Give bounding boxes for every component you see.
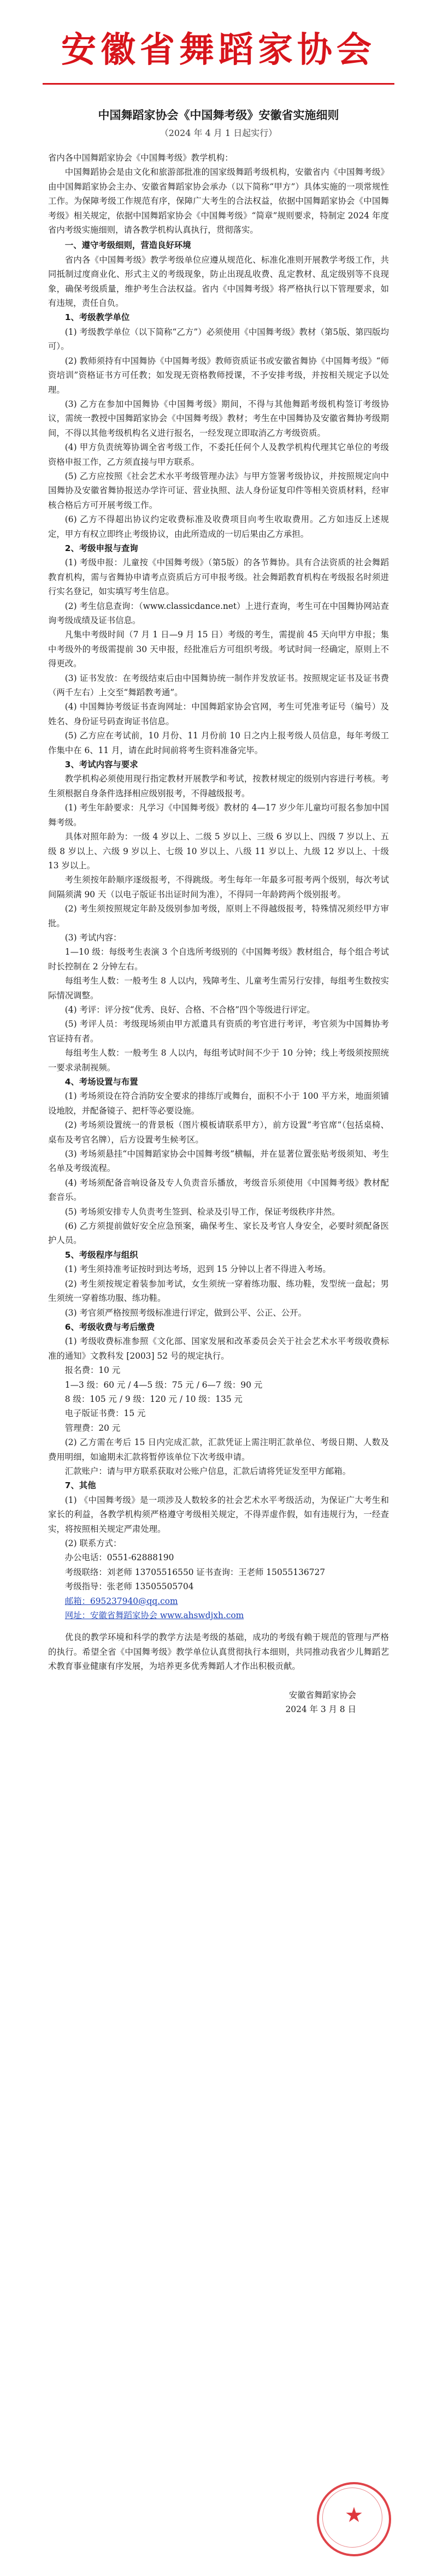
subsection-heading: 2、考级申报与查询 xyxy=(64,543,138,553)
paragraph: (3) 证书发放：在考级结束后由中国舞协统一制作并发放证书。按照规定证书及证书费（两千左右）上交至“舞蹈教考通”。 xyxy=(48,673,389,698)
email-link[interactable]: 邮箱：695237940@qq.com xyxy=(64,1596,178,1606)
seal-star-icon: ★ xyxy=(344,2503,364,2527)
contact-website xyxy=(48,1608,389,1622)
paragraph: (5) 乙方应按照《社会艺术水平考级管理办法》与甲方签署考级协议，并按照规定向中国舞协及安徽省舞协报送办学许可证、营业执照、法人身份证复印件等相关资质材料，经审核合格后方可开展考级工作。 xyxy=(48,471,389,510)
paragraph: (1) 考级申报：儿童按《中国舞考级》（第5版）的各节舞协。具有合法资质的社会舞蹈教育机构，需与省舞协申请考点资质后方可申报考级。社会舞蹈教育机构在考级报名时须进行实名登记，如实填写考生信息。 xyxy=(48,558,389,597)
fee-line: 报名费：10 元 xyxy=(64,1365,121,1376)
fee-line: 电子版证书费：15 元 xyxy=(64,1408,146,1419)
contact-staff: 考级联络：刘老师 13705516550 证书查询：王老师 15055136727 xyxy=(64,1567,326,1577)
paragraph: (2) 教师须持有中国舞协《中国舞考级》教师资质证书或安徽省舞协《中国舞考级》“师资培训”资格证书方可任教；如发现无资格教师授课，不予安排考级，并按相关规定予以处理。 xyxy=(48,356,389,395)
paragraph: 教学机构必须使用现行指定教材开展教学和考试，按教材规定的级别内容进行考核。考生须根据自身条件选择相应级别报考，不得越级报考。 xyxy=(48,774,389,798)
paragraph: (2) 考生信息查询：（www.classicdance.net）上进行查询，考生可在中国舞协网站查询考级成绩及证书信息。 xyxy=(48,601,389,625)
paragraph: (1) 考生须持准考证按时到达考场，迟到 15 分钟以上者不得进入考场。 xyxy=(64,1264,331,1275)
paragraph: (1) 考场须设在符合消防安全要求的排练厅或舞台，面积不小于 100 平方米，地面须铺设地胶，并配备镜子、把杆等必要设施。 xyxy=(48,1091,389,1116)
paragraph: (2) 乙方需在考后 15 日内完成汇款，汇款凭证上需注明汇款单位、考级日期、人数及费用明细，如逾期未汇款将暂停该单位下次考级申请。 xyxy=(48,1437,389,1462)
subsection-heading: 1、考级教学单位 xyxy=(64,312,130,323)
section-heading: 一、遵守考级细则，营造良好环境 xyxy=(64,240,191,251)
paragraph: (1) 《中国舞考级》是一项涉及人数较多的社会艺术水平考级活动，为保证广大考生和家长的利益，各教学机构须严格遵守考级相关规定，不得弄虚作假，如有违规行为，一经查实，将按照相关规定严肃处理。 xyxy=(48,1495,389,1534)
letterhead xyxy=(0,0,437,93)
paragraph: (3) 考场须悬挂“中国舞蹈家协会中国舞考级”横幅，并在显著位置张贴考级须知、考生名单及考级流程。 xyxy=(48,1149,389,1174)
paragraph: (5) 考场须安排专人负责考生签到、检录及引导工作，保证考级秩序井然。 xyxy=(64,1206,340,1217)
paragraph: 每组考生人数：一般考生 8 人以内，残障考生、儿童考生需另行安排，每组考生数按实际情况调整。 xyxy=(48,976,389,1000)
paragraph: (4) 考评：评分按“优秀、良好、合格、不合格”四个等级进行评定。 xyxy=(64,1004,315,1015)
document-date: （2024 年 4 月 1 日起实行） xyxy=(160,128,277,138)
official-seal-icon xyxy=(317,2482,391,2556)
subsection-heading: 3、考试内容与要求 xyxy=(64,760,138,770)
paragraph: (3) 考官须严格按照考级标准进行评定，做到公平、公正、公开。 xyxy=(64,1307,307,1318)
paragraph: (6) 乙方须提前做好安全应急预案，确保考生、家长及考官人身安全，必要时须配备医护人员。 xyxy=(48,1221,389,1246)
subsection-heading: 4、考场设置与布置 xyxy=(64,1077,138,1087)
paragraph: (3) 乙方在参加中国舞协《中国舞考级》期间，不得与其他舞蹈考级机构签订考级协议，需统一教授中国舞蹈家协会《中国舞考级》教材；考生在中国舞协及安徽省舞协考级期间，不得以其他考级机构名义进行报名，一经发现立即取消乙方考级资质。 xyxy=(48,399,389,438)
paragraph: (1) 考级教学单位（以下简称“乙方”）必须使用《中国舞考级》教材（第5版、第四版均可）。 xyxy=(48,327,389,352)
paragraph: (1) 考级收费标准参照《文化部、国家发展和改革委员会关于社会艺术水平考级收费标准的通知》文教科发 [2003] 52 号的规定执行。 xyxy=(48,1336,389,1361)
paragraph: 1—10 级：每级考生表演 3 个自选所考级别的《中国舞考级》教材组合，每个组合考试时长控制在 2 分钟左右。 xyxy=(48,947,389,972)
signature-date: 2024 年 3 月 8 日 xyxy=(285,1704,356,1714)
contact-guidance: 考级指导：张老师 13505505704 xyxy=(64,1582,194,1592)
salutation: 省内各中国舞蹈家协会《中国舞考级》教学机构： xyxy=(48,153,233,163)
contact-email xyxy=(48,1594,389,1608)
paragraph: 凡集中考级时间（7 月 1 日—9 月 15 日）考级的考生，需提前 45 天向甲方申报；集中考级外的考级需提前 30 天申报，经批准后方可组织考级。考试时间一经确定，原则上不得更改。 xyxy=(48,630,389,669)
website-link[interactable]: 网址：安徽省舞蹈家协会 www.ahswdjxh.com xyxy=(64,1610,244,1621)
signature-block xyxy=(48,1688,389,1716)
fee-line: 1—3 级：60 元 / 4—5 级：75 元 / 6—7 级：90 元 xyxy=(64,1379,263,1390)
signature-org: 安徽省舞蹈家协会 xyxy=(288,1690,356,1700)
paragraph: (2) 考场须设置统一的背景板（图片模板请联系甲方），前方设置“考官席”（包括桌椅、桌布及考官名牌），后方设置考生候考区。 xyxy=(48,1120,389,1145)
fee-line: 管理费：20 元 xyxy=(64,1423,121,1433)
paragraph: (2) 联系方式： xyxy=(64,1538,122,1548)
paragraph: 汇款账户：请与甲方联系获取对公账户信息，汇款后请将凭证发至甲方邮箱。 xyxy=(64,1466,351,1476)
paragraph: (4) 中国舞协考级证书查询网址：中国舞蹈家协会官网，考生可凭准考证号（编号）及姓名、身份证号码查询证书信息。 xyxy=(48,702,389,726)
paragraph: (4) 考场须配备音响设备及专人负责音乐播放，考级音乐须使用《中国舞考级》教材配套音乐。 xyxy=(48,1177,389,1203)
paragraph: 每组考生人数：一般考生 8 人以内，每组考试时间不少于 10 分钟；线上考级须按照统一要求录制视频。 xyxy=(48,1048,389,1073)
paragraph: 具体对照年龄为：一级 4 岁以上、二级 5 岁以上、三级 6 岁以上、四级 7 岁以上、五级 8 岁以上、六级 9 岁以上、七级 10 岁以上、八级 11 岁以上、九级 12 岁以上、十级 13 岁以上。 xyxy=(48,832,389,870)
paragraph: 考生须按年龄顺序逐级报考，不得跳级。考生每年一年最多可报考两个级别，每次考试间隔须满 90 天（以电子版证书出证时间为准），不得同一年龄跨两个级别报考。 xyxy=(48,875,389,899)
paragraph: (2) 考生须按规定着装参加考试，女生须统一穿着练功服、练功鞋，发型统一盘起；男生须统一穿着练功服、练功鞋。 xyxy=(48,1278,389,1304)
paragraph: (5) 考评人员：考级现场须由甲方派遣具有资质的考官进行考评，考官须为中国舞协考官证持有者。 xyxy=(48,1019,389,1044)
subsection-heading: 6、考级收费与考后缴费 xyxy=(64,1322,155,1332)
paragraph: (1) 考生年龄要求：凡学习《中国舞考级》教材的 4—17 岁少年儿童均可报名参加中国舞考级。 xyxy=(48,803,389,827)
letterhead-rule xyxy=(43,83,394,85)
contact-phone: 办公电话：0551-62888190 xyxy=(64,1553,174,1563)
letterhead-title: 安徽省舞蹈家协会 xyxy=(61,30,376,70)
paragraph: 省内各《中国舞考级》教学考级单位应遵从规范化、标准化准则开展教学考级工作，共同抵制过度商业化、形式主义的考级现象，防止出现乱收费、乱定教材、乱定级别等不良现象，确保考级质量，维护考生合法权益。省内《中国舞考级》将严格执行以下管理要求，如有违规，责任自负。 xyxy=(48,254,389,309)
closing-paragraph: 优良的教学环境和科学的教学方法是考级的基础，成功的考级有赖于规范的管理与严格的执行。希望全省《中国舞考级》教学单位认真贯彻执行本细则，共同推动我省少儿舞蹈艺术教育事业健康有序发展，为培养更多优秀舞蹈人才作出积极贡献。 xyxy=(48,1632,389,1672)
document-body xyxy=(48,151,389,1716)
document-title: 中国舞蹈家协会《中国舞考级》安徽省实施细则 xyxy=(98,109,339,122)
subsection-heading: 7、其他 xyxy=(64,1481,96,1491)
paragraph: (4) 甲方负责统筹协调全省考级工作，不委托任何个人及教学机构代理其它单位的考级资格申报工作，乙方须直接与甲方联系。 xyxy=(48,442,389,467)
fee-line: 8 级：105 元 / 9 级：120 元 / 10 级：135 元 xyxy=(64,1394,243,1404)
paragraph: (5) 乙方应在考试前，10 月份、11 月份前 10 日之内上报考级人员信息，每年考级工作集中在 6、11 月，请在此时间前将考生资料准备完毕。 xyxy=(48,731,389,755)
paragraph: (6) 乙方不得超出协议约定收费标准及收费项目向考生收取费用。乙方如违反上述规定，甲方有权立即终止考级协议，由此所造成的一切后果由乙方承担。 xyxy=(48,514,389,539)
subsection-heading: 5、考级程序与组织 xyxy=(64,1249,138,1260)
paragraph: (3) 考试内容： xyxy=(64,932,122,943)
paragraph: (2) 考生须按照规定年龄及级别参加考级，原则上不得越级报考，特殊情况须经甲方审批。 xyxy=(48,904,389,928)
intro-paragraph: 中国舞蹈协会是由文化和旅游部批准的国家级舞蹈考级机构，安徽省内《中国舞考级》由中国舞蹈家协会主办、安徽省舞蹈家协会承办（以下简称“甲方”）具体实施的一项常规性工作。为保障考级工作规范有序，保障广大考生的合法权益，依据中国舞蹈家协会《中国舞考级》相关规定，依据中国舞蹈家协会《中国舞考级》“简章”规则要求，特制定 2024 年度省内考级实施细则，请各教学机构认真执行，贯彻落实。 xyxy=(48,167,389,235)
